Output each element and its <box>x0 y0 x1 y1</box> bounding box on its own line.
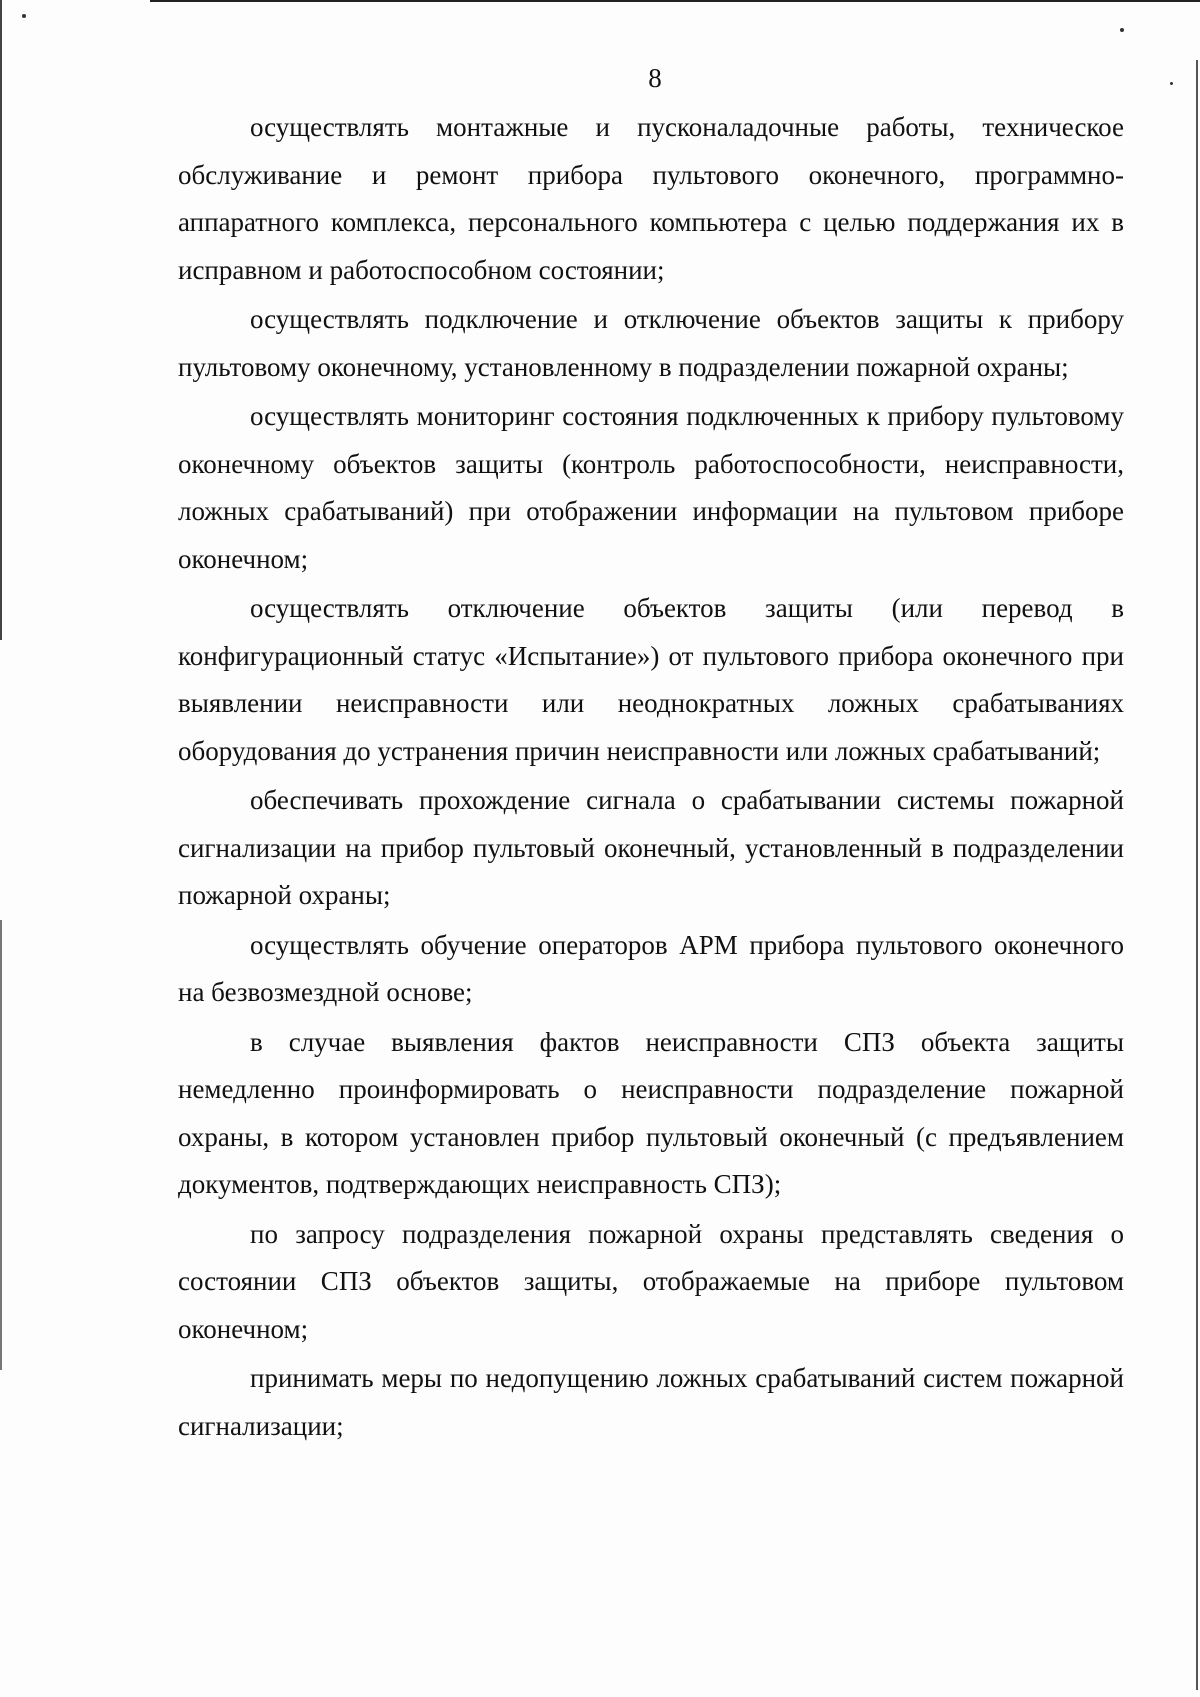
paragraph: обеспечивать прохождение сигнала о срабатывании системы пожарной сигнализации на прибор пультовый оконечный, установленный в подразделении пожарной охраны; <box>178 785 1124 910</box>
paragraph: осуществлять монтажные и пусконаладочные работы, техническое обслуживание и ремонт прибора пультового оконечного, программно-аппаратного комплекса, персонального компьютера с целью поддержания их в исправном и работоспособном состоянии; <box>178 112 1124 285</box>
document-body <box>178 104 1124 1452</box>
paragraph: в случае выявления фактов неисправности СПЗ объекта защиты немедленно проинформировать о неисправности подразделение пожарной охраны, в котором установлен прибор пультовый оконечный (с предъявлением документов, подтверждающих неисправность СПЗ); <box>178 1026 1124 1199</box>
scan-edge-right <box>1196 60 1198 1690</box>
paragraph: осуществлять отключение объектов защиты (или перевод в конфигурационный статус «Испытание») от пультового прибора оконечного при выявлении неисправности или неоднократных ложных срабатываниях оборудования до устранения причин неисправности или ложных срабатываний; <box>178 593 1124 766</box>
scan-speck <box>22 14 26 18</box>
paragraph: осуществлять подключение и отключение объектов защиты к прибору пультовому оконечному, установленному в подразделении пожарной охраны; <box>178 304 1124 382</box>
paragraph: по запросу подразделения пожарной охраны представлять сведения о состоянии СПЗ объектов защиты, отображаемые на приборе пультовом оконечном; <box>178 1218 1124 1344</box>
scan-edge-left-lower <box>0 920 2 1370</box>
paragraph: осуществлять обучение операторов АРМ прибора пультового оконечного на безвозмездной основе; <box>178 929 1124 1007</box>
page-number: 8 <box>648 63 662 93</box>
paragraph: принимать меры по недопущению ложных срабатываний систем пожарной сигнализации; <box>178 1363 1124 1441</box>
scan-edge-left <box>0 0 2 640</box>
paragraph: осуществлять мониторинг состояния подключенных к прибору пультовому оконечному объектов защиты (контроль работоспособности, неисправности, ложных срабатываний) при отображении информации на пультовом приборе оконечном; <box>178 401 1124 574</box>
scan-speck <box>1120 28 1124 32</box>
scan-edge-top <box>150 0 1200 2</box>
